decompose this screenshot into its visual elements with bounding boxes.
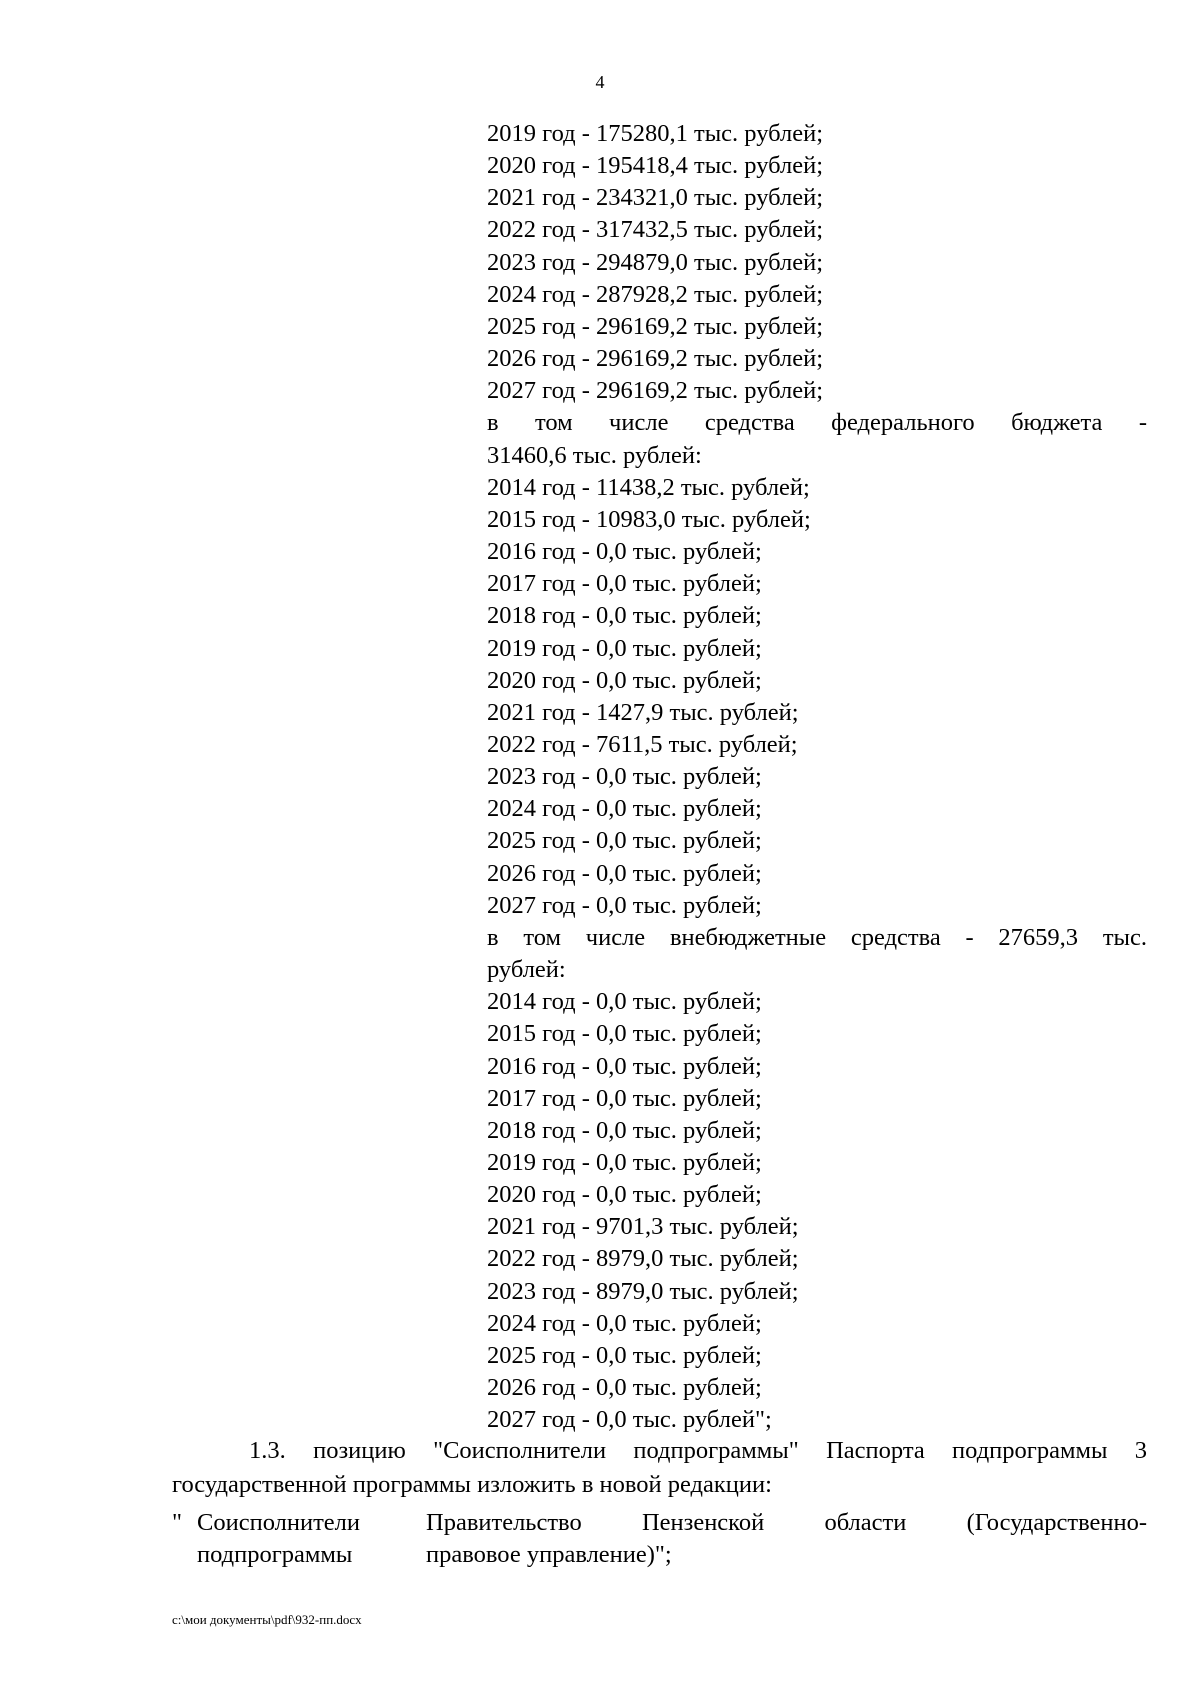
extrabudget-heading: в том числе внебюджетные средства - 27659,3 тыс.: [487, 923, 1147, 951]
federal-line: 2017 год - 0,0 тыс. рублей;: [487, 570, 762, 598]
federal-line: 2021 год - 1427,9 тыс. рублей;: [487, 698, 799, 726]
federal-budget-total: 31460,6 тыс. рублей:: [487, 441, 702, 469]
coexecutors-label-line: подпрограммы: [197, 1541, 353, 1568]
extrabudget-line: 2022 год - 8979,0 тыс. рублей;: [487, 1245, 799, 1273]
funding-line: 2023 год - 294879,0 тыс. рублей;: [487, 248, 824, 276]
coexecutors-value-line: Правительство Пензенской области (Государственно-: [426, 1509, 1147, 1536]
federal-line: 2015 год - 10983,0 тыс. рублей;: [487, 505, 811, 533]
funding-line: 2027 год - 296169,2 тыс. рублей;: [487, 377, 824, 405]
extrabudget-line: 2027 год - 0,0 тыс. рублей";: [487, 1406, 772, 1434]
funding-total-block: [487, 118, 1147, 407]
extrabudget-line: 2015 год - 0,0 тыс. рублей;: [487, 1020, 762, 1048]
funding-line: 2019 год - 175280,1 тыс. рублей;: [487, 120, 824, 147]
funding-line: 2020 год - 195418,4 тыс. рублей;: [487, 152, 824, 180]
federal-line: 2027 год - 0,0 тыс. рублей;: [487, 891, 762, 919]
federal-line: 2026 год - 0,0 тыс. рублей;: [487, 859, 762, 887]
section-1-3: [172, 1434, 1147, 1502]
federal-budget-block: [487, 407, 1147, 922]
page-number: 4: [595, 72, 605, 92]
federal-line: 2020 год - 0,0 тыс. рублей;: [487, 666, 762, 694]
federal-line: 2016 год - 0,0 тыс. рублей;: [487, 538, 762, 566]
extrabudget-line: 2026 год - 0,0 тыс. рублей;: [487, 1374, 762, 1402]
extrabudget-block: [487, 922, 1147, 1437]
extrabudget-line: 2017 год - 0,0 тыс. рублей;: [487, 1084, 762, 1112]
federal-line: 2024 год - 0,0 тыс. рублей;: [487, 795, 762, 823]
funding-line: 2025 год - 296169,2 тыс. рублей;: [487, 312, 824, 340]
funding-line: 2022 год - 317432,5 тыс. рублей;: [487, 216, 824, 244]
opening-quote: ": [172, 1509, 183, 1536]
extrabudget-line: 2025 год - 0,0 тыс. рублей;: [487, 1341, 762, 1369]
footer-file-path: c:\мои документы\pdf\932-пп.docx: [172, 1612, 362, 1627]
extrabudget-line: 2023 год - 8979,0 тыс. рублей;: [487, 1277, 799, 1305]
extrabudget-line: 2014 год - 0,0 тыс. рублей;: [487, 988, 762, 1016]
federal-line: 2022 год - 7611,5 тыс. рублей;: [487, 730, 798, 758]
coexecutors-label-line: Соисполнители: [197, 1509, 360, 1536]
funding-column: [487, 118, 1147, 1436]
federal-budget-heading: в том числе средства федерального бюджета -: [487, 409, 1147, 437]
federal-line: 2014 год - 11438,2 тыс. рублей;: [487, 473, 810, 501]
coexecutors-value-line: правовое управление)";: [426, 1541, 672, 1568]
extrabudget-line: 2019 год - 0,0 тыс. рублей;: [487, 1149, 762, 1176]
funding-line: 2021 год - 234321,0 тыс. рублей;: [487, 184, 824, 212]
federal-line: 2018 год - 0,0 тыс. рублей;: [487, 602, 762, 630]
coexecutors-value: [426, 1507, 1147, 1571]
extrabudget-line: 2021 год - 9701,3 тыс. рублей;: [487, 1213, 799, 1241]
funding-line: 2026 год - 296169,2 тыс. рублей;: [487, 345, 824, 373]
section-1-3-line: государственной программы изложить в новой редакции:: [172, 1471, 772, 1498]
extrabudget-line: 2016 год - 0,0 тыс. рублей;: [487, 1052, 762, 1080]
federal-line: 2019 год - 0,0 тыс. рублей;: [487, 634, 762, 662]
extrabudget-line: 2024 год - 0,0 тыс. рублей;: [487, 1309, 762, 1337]
federal-line: 2023 год - 0,0 тыс. рублей;: [487, 763, 762, 791]
federal-line: 2025 год - 0,0 тыс. рублей;: [487, 827, 762, 855]
extrabudget-line: 2018 год - 0,0 тыс. рублей;: [487, 1116, 762, 1144]
section-1-3-line: 1.3. позицию "Соисполнители подпрограммы" Паспорта подпрограммы 3: [249, 1437, 1147, 1464]
extrabudget-line: 2020 год - 0,0 тыс. рублей;: [487, 1181, 762, 1209]
extrabudget-heading-cont: рублей:: [487, 956, 566, 984]
coexecutors-label: [197, 1507, 412, 1571]
funding-line: 2024 год - 287928,2 тыс. рублей;: [487, 280, 824, 308]
